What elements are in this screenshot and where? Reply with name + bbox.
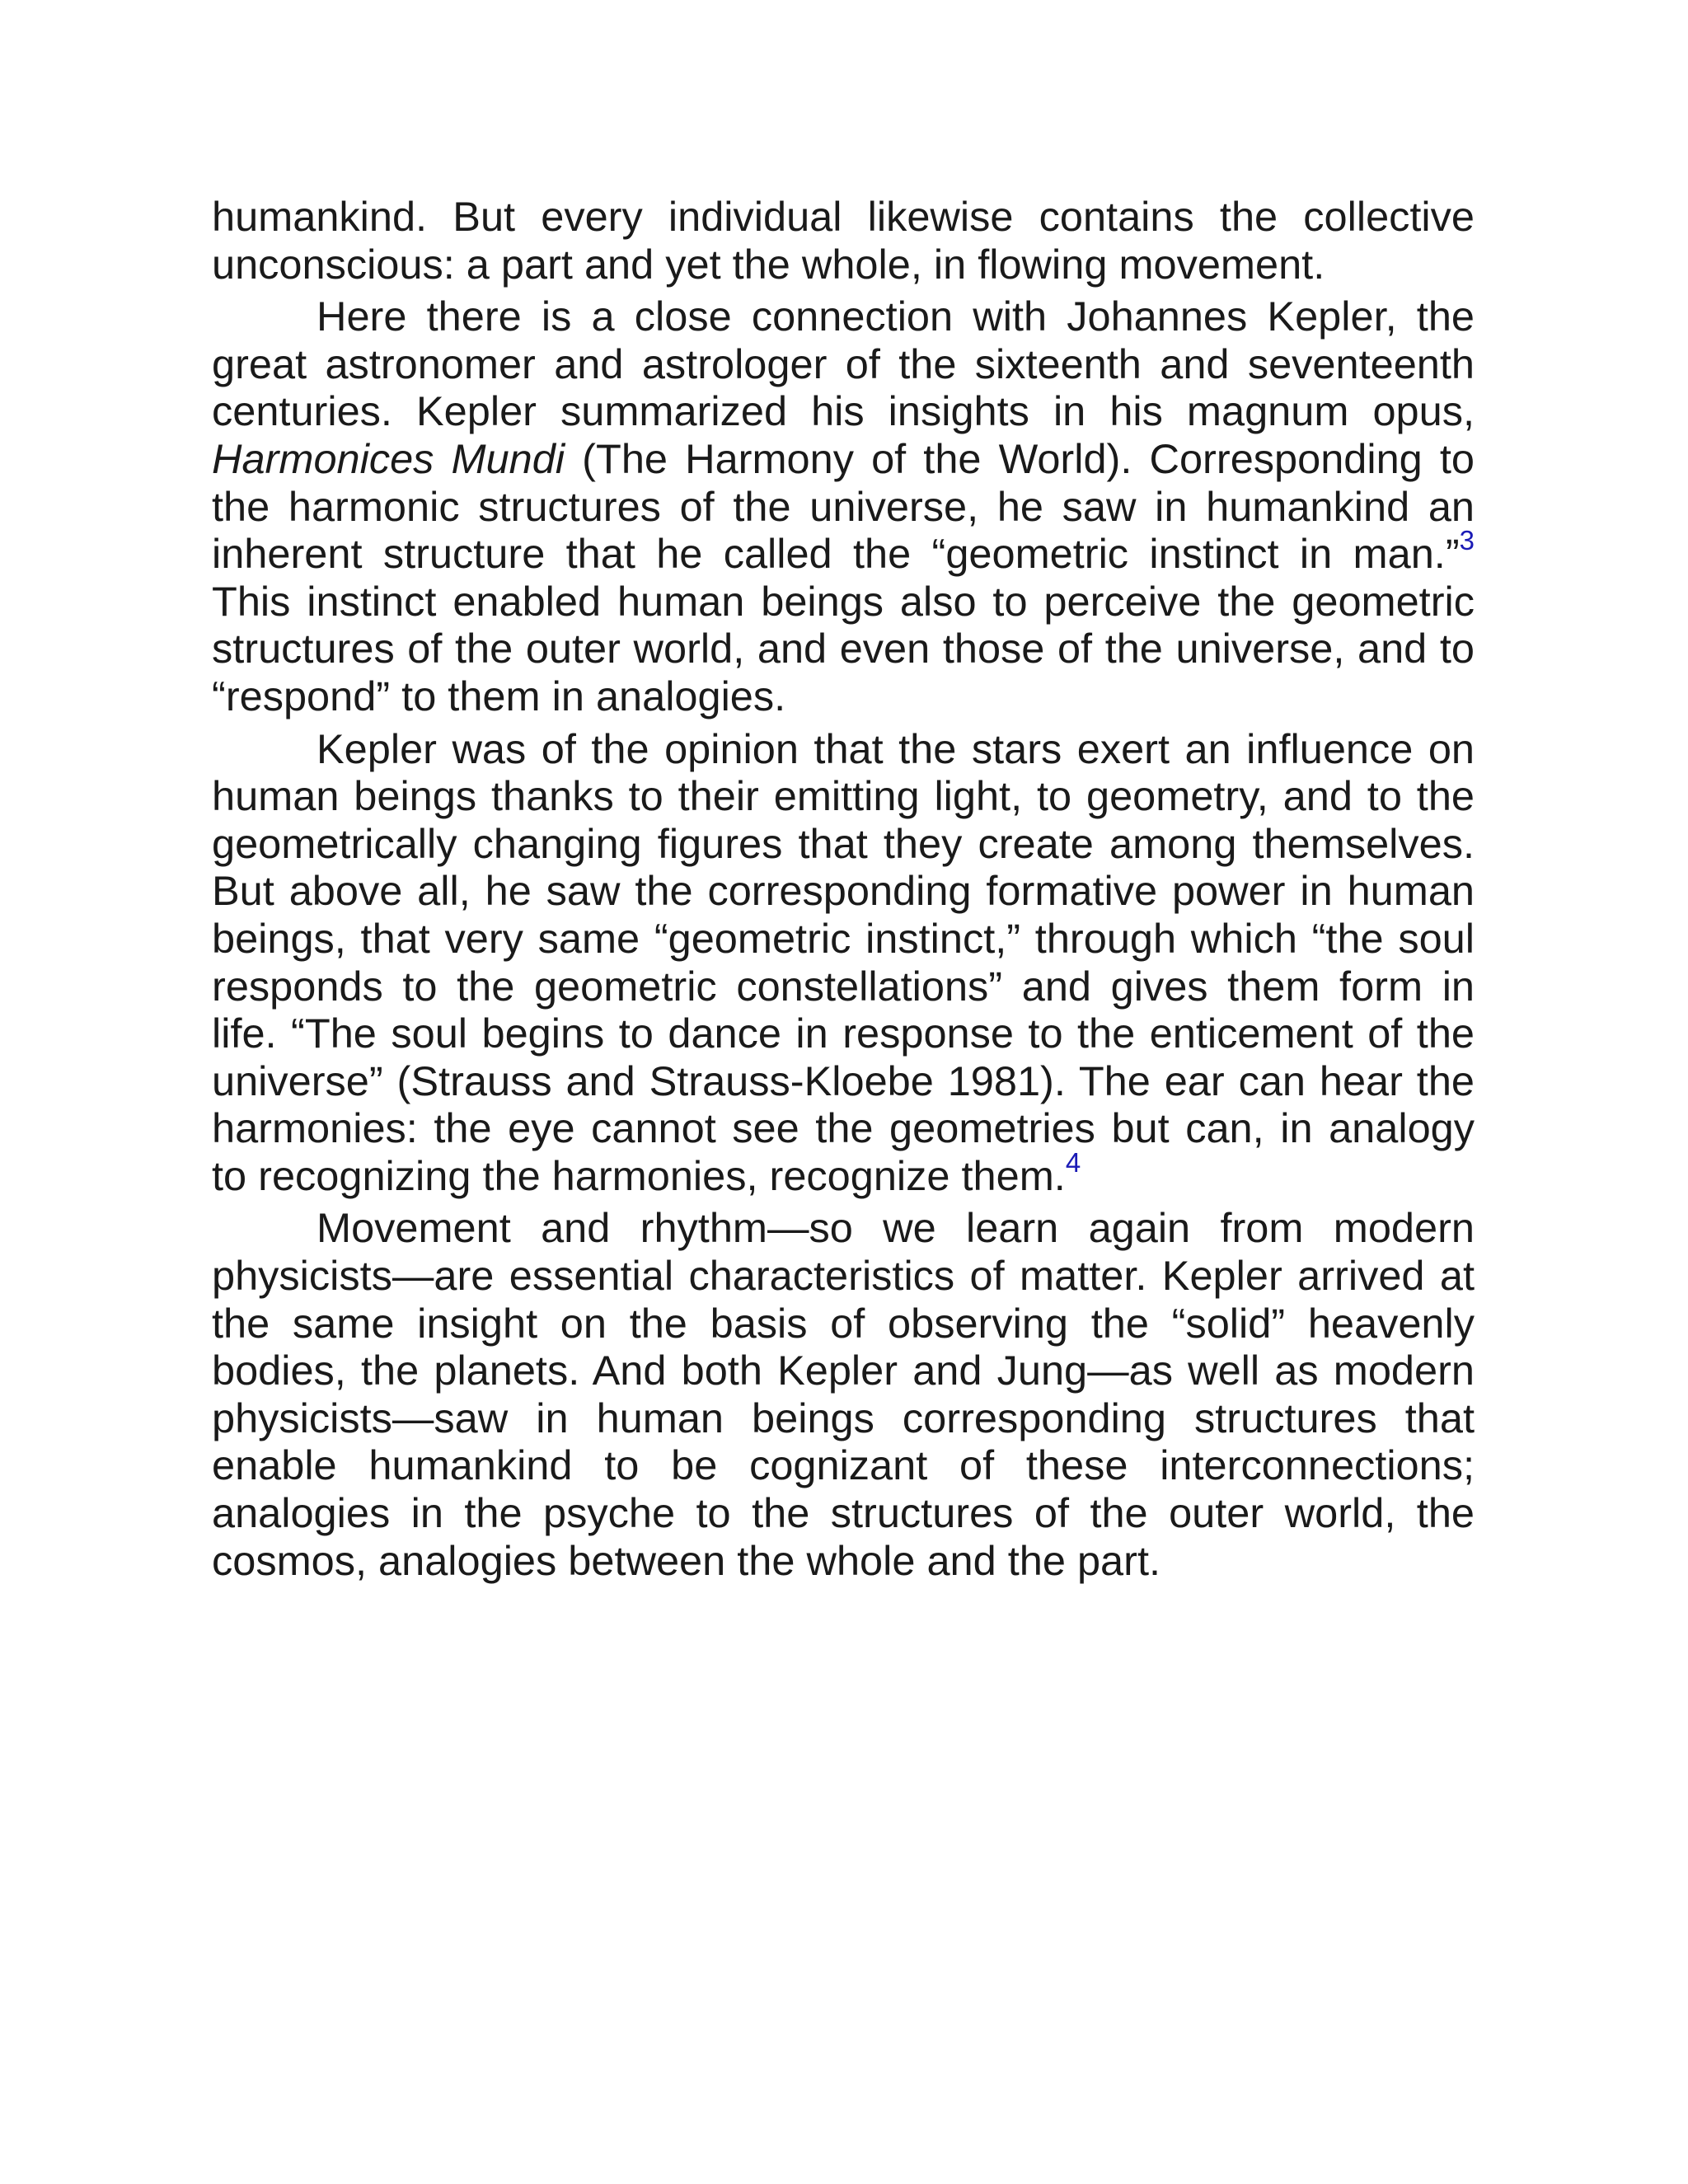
footnote-reference-4[interactable]: 4 xyxy=(1065,1146,1081,1178)
paragraph-movement-rhythm xyxy=(212,1204,1475,1584)
paragraph-text: This instinct enabled human beings also to perceive the geometric structures of the outer world, and even those of the universe, and to “respond” to them in analogies. xyxy=(212,577,1475,719)
paragraph-continuation xyxy=(212,193,1475,288)
book-title-italic: Harmonices Mundi xyxy=(212,434,565,482)
paragraph-text: humankind. But every individual likewise contains the collective unconscious: a part and yet the whole, in flowing movement. xyxy=(212,193,1475,288)
paragraph-text: Here there is a close connection with Johannes Kepler, the great astronomer and astrologer of the sixteenth and seventeenth centuries. Kepler summarized his insights in his magnum opus, xyxy=(212,293,1475,435)
paragraph-text: (The Harmony of the World). Corresponding to the harmonic structures of the universe, he saw in humankind an inherent structure that he called the “geometric instinct in man.” xyxy=(212,434,1475,578)
paragraph-kepler-harmonices xyxy=(212,293,1475,719)
footnote-reference-3[interactable]: 3 xyxy=(1459,525,1475,556)
paragraph-text: Movement and rhythm—so we learn again from modern physicists—are essential characteristics of matter. Kepler arrived at the same insight on the basis of observing the “solid” heavenly bodies, the planets. And both Kepler and Jung—as well as modern physicists—saw in human beings corresponding structures that enable humankind to be cognizant of these interconnections; analogies in the psyche to the structures of the outer world, the cosmos, analogies between the whole and the part. xyxy=(212,1204,1475,1584)
paragraph-stars-influence xyxy=(212,725,1475,1200)
paragraph-text: Kepler was of the opinion that the stars exert an influence on human beings thanks to their emitting light, to geometry, and to the geometrically changing figures that they create among themselves. But above all, he saw the corresponding formative power in human beings, that very same “geometric instinct,” through which “the soul responds to the geometric constellations” and gives them form in life. “The soul begins to dance in response to the enticement of the universe” (Strauss and Strauss-Kloebe 1981). The ear can hear the harmonies: the eye cannot see the geometries but can, in analogy to recognizing the harmonies, recognize them. xyxy=(212,724,1475,1199)
body-text xyxy=(212,193,1475,1589)
